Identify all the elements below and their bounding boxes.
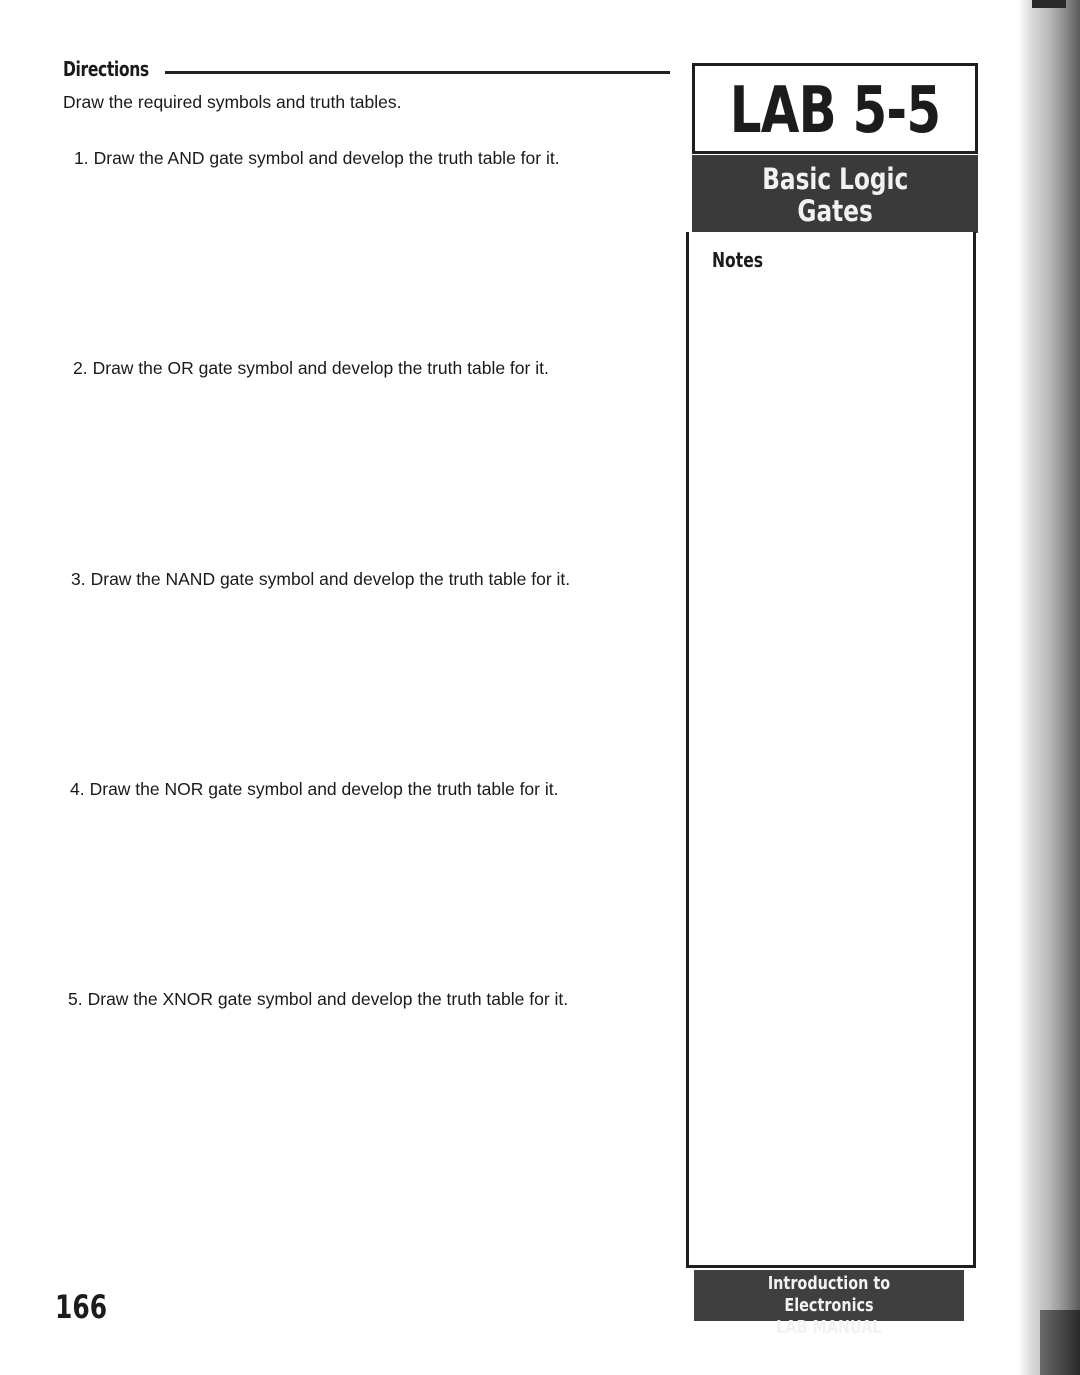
question-number: 5. — [68, 989, 83, 1009]
question-text: Draw the NAND gate symbol and develop the truth table for it. — [90, 569, 571, 589]
question-number: 1. — [74, 148, 89, 168]
page-binding-shadow — [1018, 0, 1080, 1375]
lab-number-box — [692, 63, 978, 154]
lab-title-line1: Basic Logic — [762, 162, 908, 196]
footer-line2: LAB MANUAL — [776, 1317, 882, 1338]
question-text: Draw the AND gate symbol and develop the truth table for it. — [93, 148, 560, 168]
question-2 — [73, 358, 549, 379]
lab-title-band — [692, 155, 978, 233]
directions-heading: Directions — [63, 57, 149, 81]
question-number: 3. — [71, 569, 86, 589]
question-text: Draw the OR gate symbol and develop the truth table for it. — [92, 358, 549, 378]
page-number: 166 — [55, 1288, 108, 1326]
notes-box — [686, 232, 976, 1268]
directions-text: Draw the required symbols and truth tables. — [63, 92, 402, 112]
question-text: Draw the NOR gate symbol and develop the truth table for it. — [89, 779, 559, 799]
footer-band — [694, 1270, 964, 1338]
footer-line1: Introduction to Electronics — [767, 1273, 891, 1316]
question-number: 2. — [73, 358, 88, 378]
lab-title-line2: Gates — [797, 194, 873, 228]
notes-label: Notes — [712, 248, 764, 272]
lab-title — [692, 163, 978, 227]
question-1 — [74, 148, 560, 169]
page-binding-edge — [1032, 0, 1066, 8]
directions-divider — [165, 71, 670, 74]
lab-number: LAB 5-5 — [729, 74, 941, 148]
question-4 — [70, 779, 558, 800]
question-text: Draw the XNOR gate symbol and develop the truth table for it. — [87, 989, 569, 1009]
question-3 — [71, 569, 570, 590]
page-binding-corner — [1040, 1310, 1080, 1375]
question-number: 4. — [70, 779, 85, 799]
question-5 — [68, 989, 568, 1010]
